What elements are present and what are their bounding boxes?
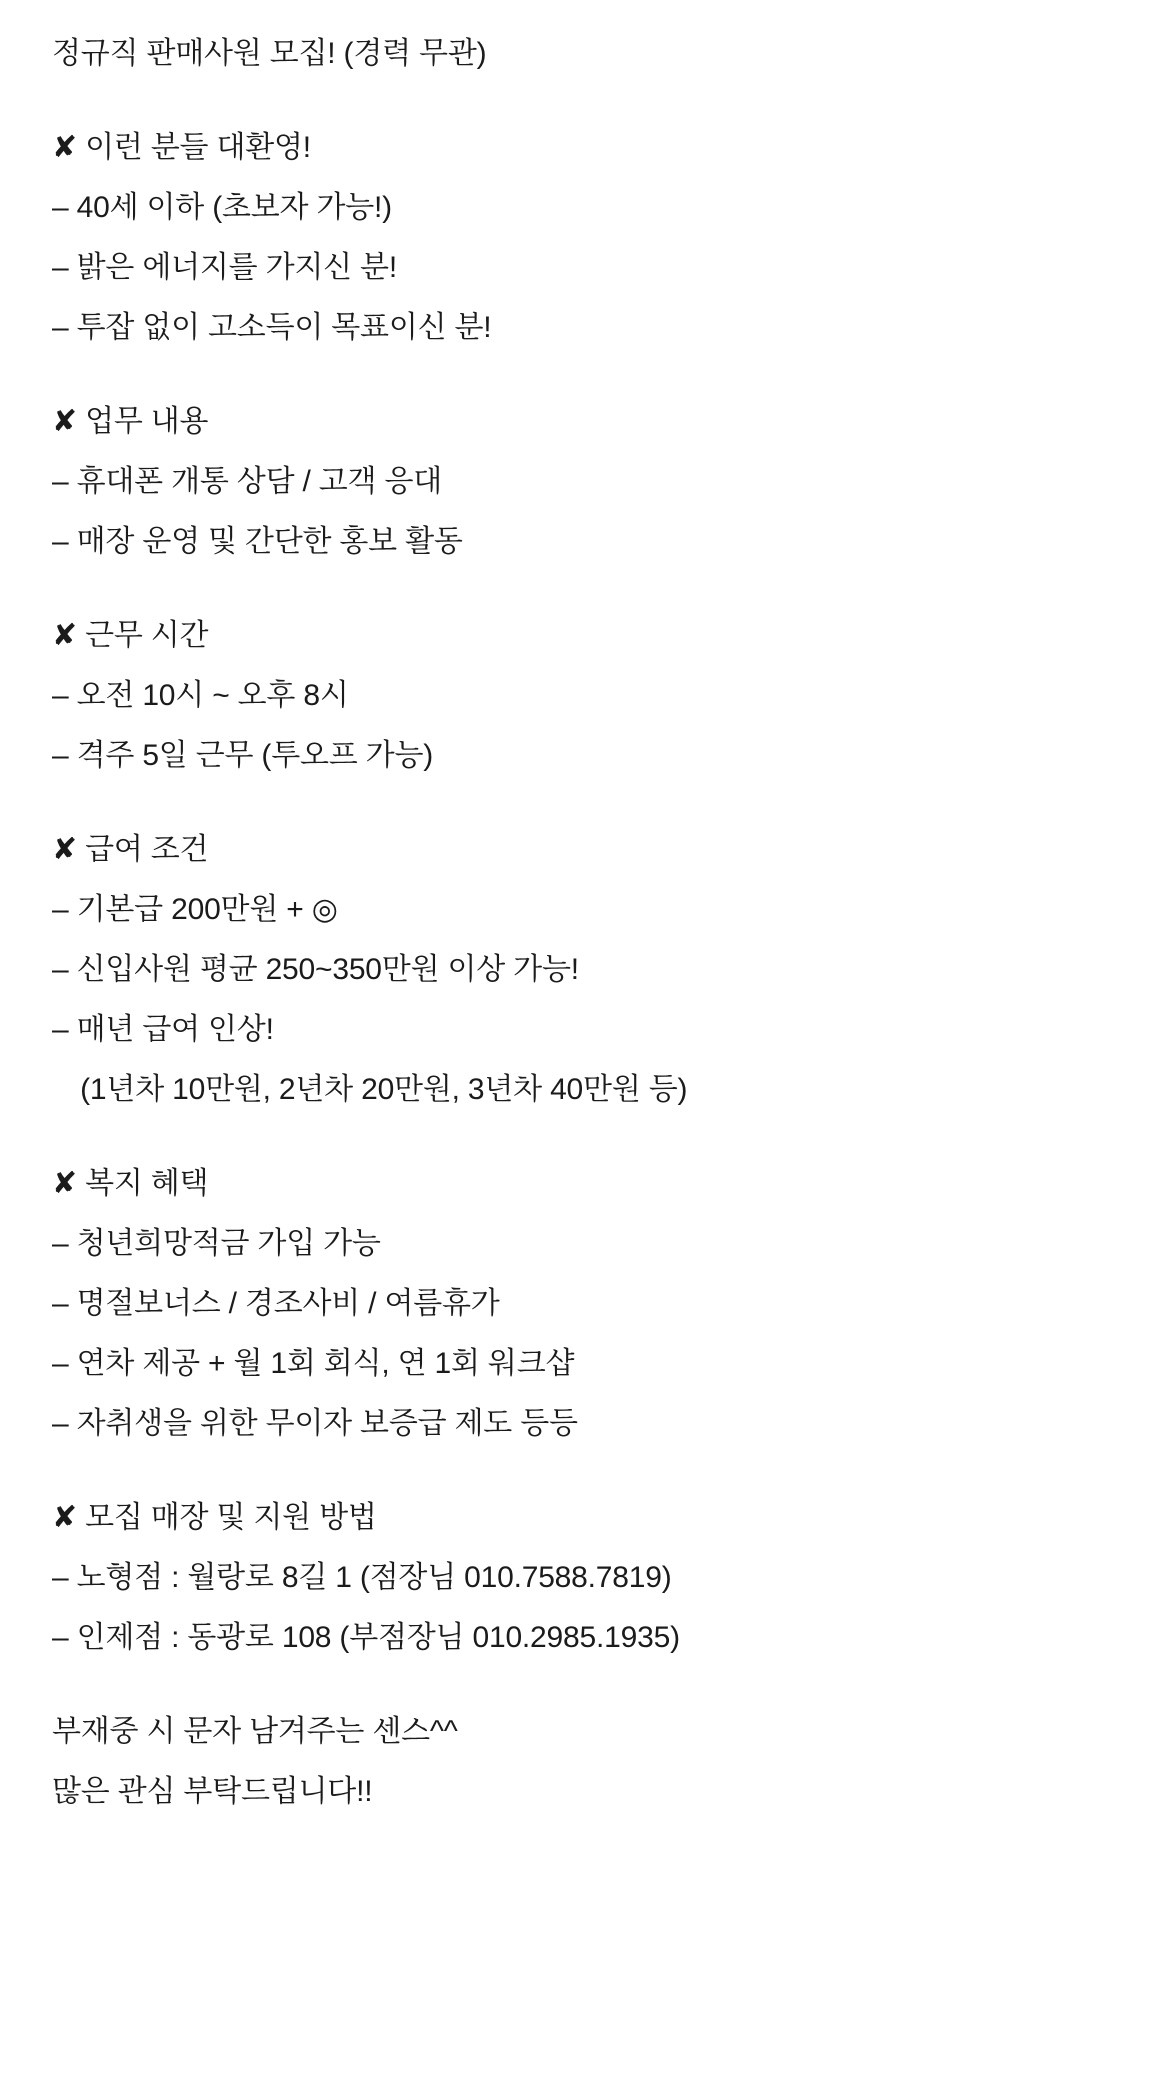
closing-line: 많은 관심 부탁드립니다!! [52, 1775, 373, 1808]
section-line: – 노형점 : 월랑로 8길 1 (점장님 010.7588.7819) [52, 1561, 672, 1594]
section-benefits [52, 1154, 1130, 1454]
section-line: – 자취생을 위한 무이자 보증급 제도 등등 [52, 1407, 578, 1440]
section-salary [52, 820, 1130, 1120]
section-line: – 명절보너스 / 경조사비 / 여름휴가 [52, 1287, 500, 1320]
section-line: – 인제점 : 동광로 108 (부점장님 010.2985.1935) [52, 1621, 680, 1654]
section-heading: ✘ 복지 혜택 [52, 1167, 209, 1200]
section-line: – 격주 5일 근무 (투오프 가능) [52, 739, 434, 772]
section-line: – 매장 운영 및 간단한 홍보 활동 [52, 525, 463, 558]
section-work-hours [52, 606, 1130, 786]
section-heading: ✘ 급여 조건 [52, 833, 209, 866]
section-line: – 기본급 200만원 + ◎ [52, 893, 338, 926]
section-line: – 밝은 에너지를 가지신 분! [52, 251, 397, 284]
document-title-block [52, 24, 1130, 84]
section-line: – 연차 제공 + 월 1회 회식, 연 1회 워크샵 [52, 1347, 575, 1380]
section-line: – 투잡 없이 고소득이 목표이신 분! [52, 311, 492, 344]
section-heading: ✘ 업무 내용 [52, 405, 209, 438]
section-heading: ✘ 이런 분들 대환영! [52, 131, 311, 164]
section-heading: ✘ 근무 시간 [52, 619, 209, 652]
section-line: (1년차 10만원, 2년차 20만원, 3년차 40만원 등) [72, 1073, 688, 1106]
section-locations [52, 1488, 1130, 1668]
section-line: – 신입사원 평균 250~350만원 이상 가능! [52, 953, 579, 986]
section-heading: ✘ 모집 매장 및 지원 방법 [52, 1501, 377, 1534]
page-title: 정규직 판매사원 모집! (경력 무관) [52, 37, 487, 70]
section-duties [52, 392, 1130, 572]
closing-line: 부재중 시 문자 남겨주는 센스^^ [52, 1715, 458, 1748]
section-line: – 40세 이하 (초보자 가능!) [52, 191, 392, 224]
section-line: – 휴대폰 개통 상담 / 고객 응대 [52, 465, 443, 498]
section-line: – 매년 급여 인상! [52, 1013, 274, 1046]
section-welcome [52, 118, 1130, 358]
closing-block [52, 1702, 1130, 1822]
section-line: – 오전 10시 ~ 오후 8시 [52, 679, 349, 712]
section-line: – 청년희망적금 가입 가능 [52, 1227, 381, 1260]
